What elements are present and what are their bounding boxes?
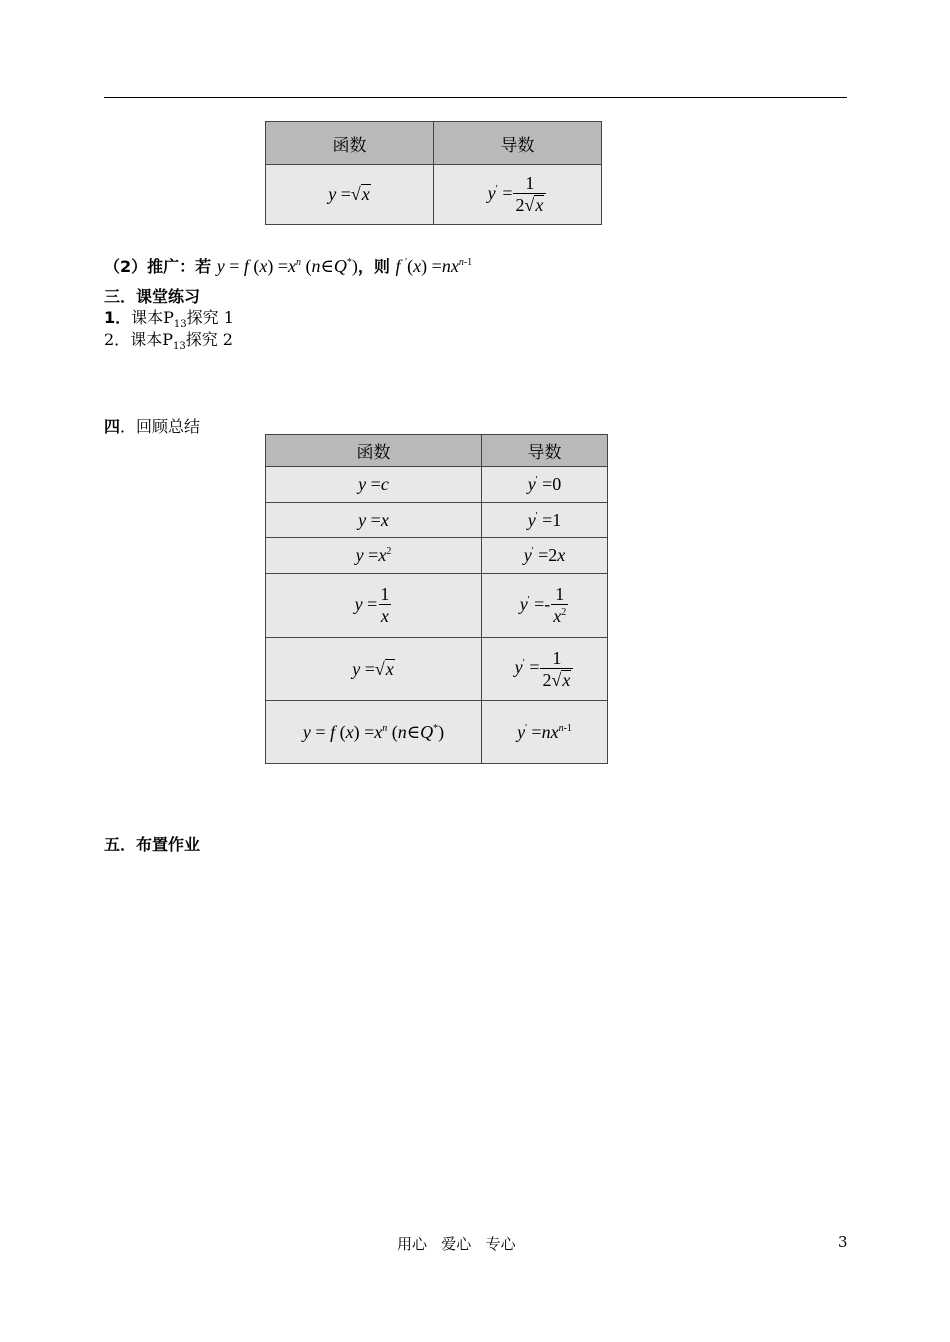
practice-item-1-num: 1． <box>104 308 132 327</box>
derivative-cell: y' =2x <box>482 538 608 574</box>
table2-header-derivative: 导数 <box>482 435 608 467</box>
footer-slogan: 用心 爱心 专心 <box>397 1235 516 1253</box>
practice-item-1-text: 课本 <box>131 308 164 327</box>
section5-title: 五．布置作业 <box>104 835 201 854</box>
function-cell: $y =x^2$ <box>266 538 482 574</box>
derivative-cell: y' =1 <box>482 503 608 538</box>
table-row <box>266 638 608 701</box>
derivative-cell: y' =0 <box>482 467 608 503</box>
p13-label-1: $P_{13}$ <box>163 308 187 331</box>
table-row <box>266 538 608 574</box>
section3-title: 三．课堂练习 <box>104 287 201 306</box>
section4-num: 四 <box>104 417 121 436</box>
table1-header-function: 函数 <box>266 122 434 165</box>
practice-item-2 <box>104 327 233 353</box>
table1-function-cell: y = √ x <box>266 165 434 225</box>
generalization-line <box>104 254 472 277</box>
function-cell: y =x <box>266 503 482 538</box>
function-cell: y = √ x <box>266 638 482 701</box>
table-row <box>266 503 608 538</box>
table-row <box>266 701 608 764</box>
derivative-table-sqrt <box>265 121 602 225</box>
page-number: 3 <box>838 1233 848 1251</box>
p13-label-2: $P_{13}$ <box>162 330 186 353</box>
generalization-formula: y = f $(x) =x^n$ (n∈Q*) <box>216 256 358 276</box>
table-row <box>266 574 608 638</box>
generalization-then: ，则 <box>357 257 390 276</box>
practice-item-2-num: 2． <box>104 330 131 349</box>
practice-item-2-tail: 探究 2 <box>185 330 233 349</box>
practice-item-1 <box>104 305 234 331</box>
derivative-cell: $y' =nx^{n-1}$ <box>482 701 608 764</box>
table-row <box>266 467 608 503</box>
table1-derivative-cell: y′ = 1 2 √ x <box>434 165 602 225</box>
table1-header-derivative: 导数 <box>434 122 602 165</box>
derivative-cell: y′ = 1 2 √ x <box>482 638 608 701</box>
derivative-cell: y' =- $\frac{1}{x^2}$ <box>482 574 608 638</box>
derivative-summary-table <box>265 434 608 764</box>
practice-item-1-tail: 探究 1 <box>186 308 234 327</box>
function-cell: y =c <box>266 467 482 503</box>
generalization-prefix: （2）推广：若 <box>104 257 212 276</box>
table2-header-function: 函数 <box>266 435 482 467</box>
section4-label: ．回顾总结 <box>120 417 201 436</box>
function-cell: y = $\frac{1}{x}$ <box>266 574 482 638</box>
generalization-result: f $'(x) =nx^{n-1}$ <box>395 256 473 276</box>
function-cell: y = f $(x) =x^n$ (n∈Q*) <box>266 701 482 764</box>
section4-title <box>104 414 200 437</box>
header-rule <box>104 97 847 98</box>
practice-item-2-text: 课本 <box>130 330 163 349</box>
